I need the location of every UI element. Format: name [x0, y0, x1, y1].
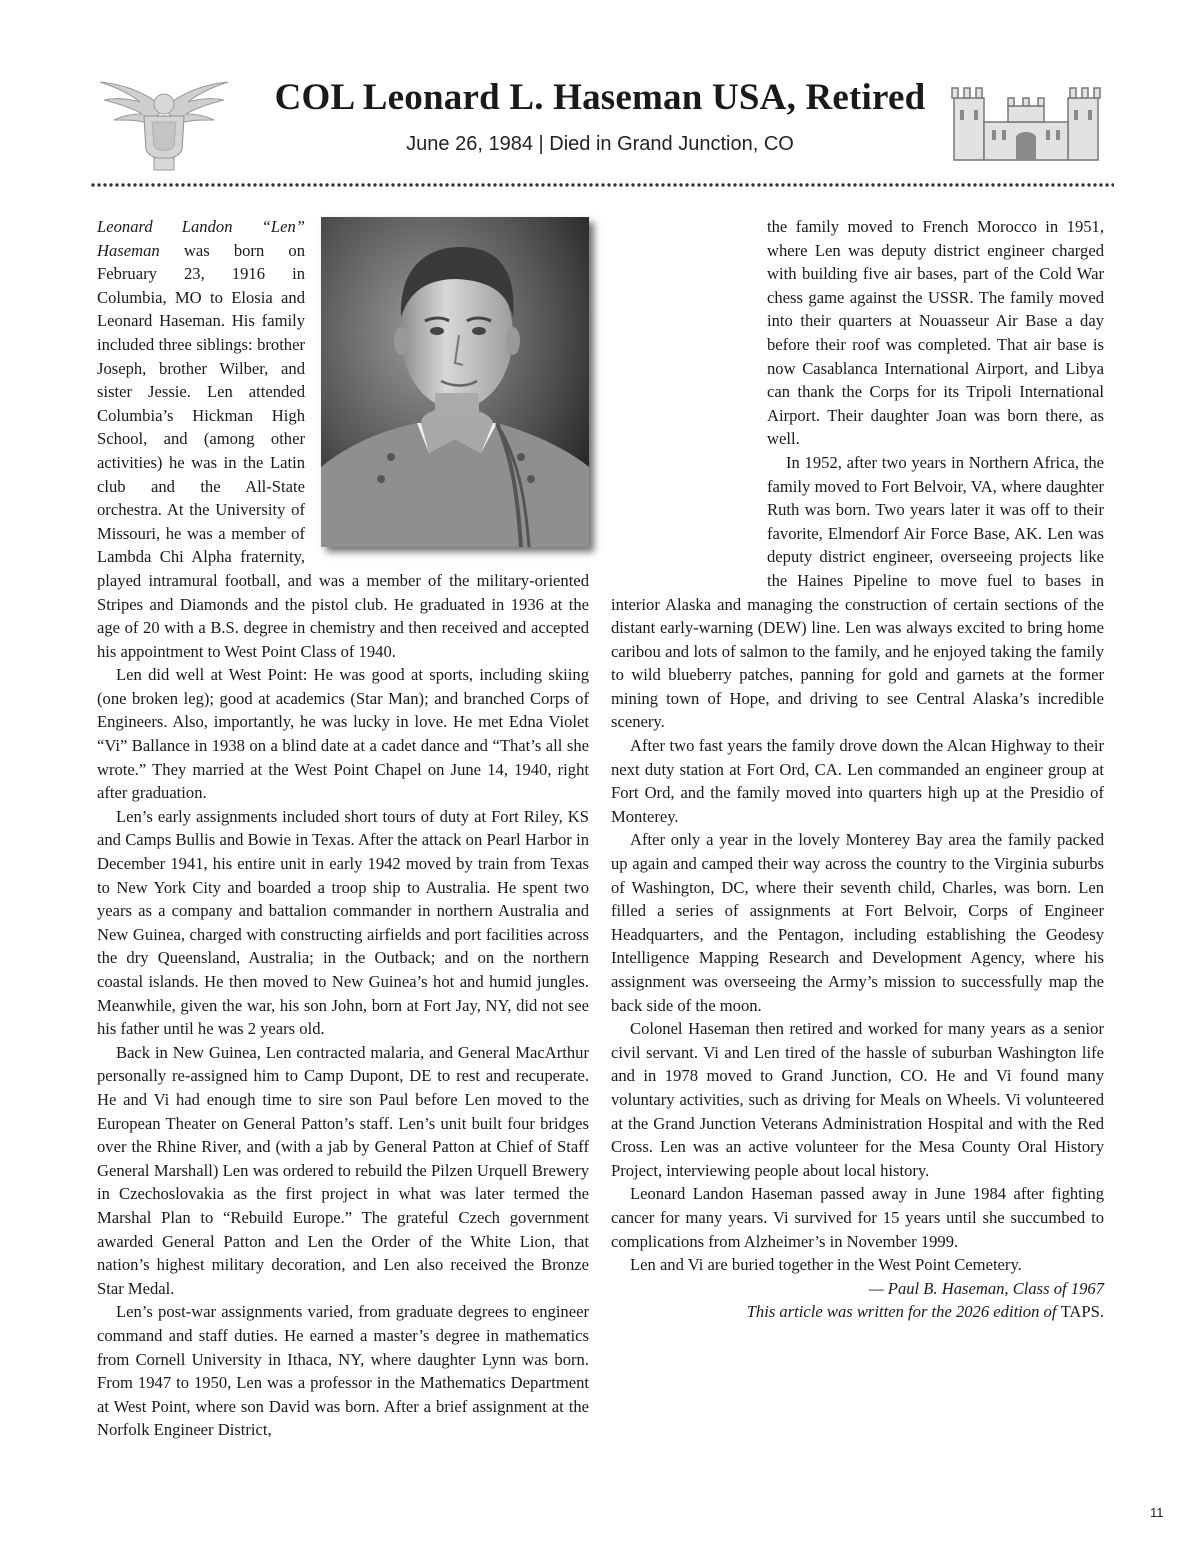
article-paragraph: Len’s early assignments included short tours of duty at Fort Riley, KS and Camps Bullis and Bowie in Texas. After the attack on Pearl Harbor in December 1941, his entire unit in early 1942 moved by train from Texas to New York City and boarded a troop ship to Australia. He spent two years as a company and battalion commander in northern Australia and New Guinea, charged with constructing airfields and port facilities across the dry Queensland, Australia; in the Outback; and on the northern coastal islands. He then moved to New Guinea’s hot and humid jungles. Meanwhile, given the war, his son John, born at Fort Jay, NY, did not see his father until he was 2 years old. [97, 806, 589, 1039]
article-paragraph: Back in New Guinea, Len contracted malaria, and General MacArthur personally re-assigned him to Camp Dupont, DE to rest and recuperate. He and Vi had enough time to sire son Paul before Len moved to the European Theater on General Patton’s staff. Len’s unit built four bridges over the Rhine River, and (with a jab by General Patton at Chief of Staff General Marshall) Len was ordered to rebuild the Pilzen Urquell Brewery in Czechoslovakia as the first project in what was later termed the Marshal Plan to “Rebuild Europe.” The grateful Czech government awarded General Patton and Len the Order of the White Lion, that nation’s highest military decoration, and Len also received the Bronze Star Medal. [97, 1042, 589, 1298]
article-column-right [611, 215, 1104, 1324]
article-credit [611, 1300, 1104, 1324]
photo-wrap-space [611, 215, 753, 567]
article-paragraph: was born on February 23, 1916 in Columbia, MO to Elosia and Leonard Haseman. His family included three siblings: brother Joseph, brother Wilber, and sister Jessie. Len attended Columbia’s Hickman High School, and (among other activities) he was in the Latin club and the All-State orchestra. At the University of Missouri, he was a member of Lambda Chi Alpha fraternity, played intramural football, and was a member of the military-oriented Stripes and Diamonds and the pistol club. He graduated in 1936 at the age of 20 with a B.S. degree in chemistry and then received and accepted his appointment to West Point Class of 1940. [97, 240, 589, 661]
article-paragraph: Len did well at West Point: He was good at sports, including skiing (one broken leg); good at academics (Star Man); and branched Corps of Engineers. Also, importantly, he was lucky in love. He met Edna Violet “Vi” Ballance in 1938 on a blind date at a cadet dance and “That’s all she wrote.” They married at the West Point Chapel on June 14, 1940, right after graduation. [97, 665, 589, 803]
west-point-crest-icon [96, 74, 232, 174]
author-signature: — Paul B. Haseman, Class of 1967 [868, 1278, 1104, 1298]
publication-name: TAPS. [1060, 1302, 1104, 1322]
credit-text: This article was written for the 2026 edition of [746, 1302, 1061, 1322]
article-paragraph: After two fast years the family drove down the Alcan Highway to their next duty station at Fort Ord, CA. Len commanded an engineer group at Fort Ord, and the family moved into quarters high up at the Presidio of Monterey. [611, 736, 1104, 826]
article-paragraph: In 1952, after two years in Northern Africa, the family moved to Fort Belvoir, VA, where daughter Ruth was born. Two years later it was off to their favorite, Elmendorf Air Force Base, AK. Len was deputy district engineer, overseeing projects like the Haines Pipeline to move fuel to bases in interior Alaska and managing the construction of certain sections of the distant early-warning (DEW) line. Len was always excited to bring home caribou and lots of salmon to the family, and he enjoyed taking the family to wild blueberry patches, panning for gold and garnets at the former mining town of Hope, and driving to see Central Alaska’s incredible scenery. [611, 452, 1104, 732]
dotted-divider [90, 182, 1114, 188]
subject-name: Leonard Landon “Len” Haseman [97, 217, 305, 260]
article-paragraph: Len’s post-war assignments varied, from graduate degrees to engineer command and staff duties. He earned a master’s degree in mathematics from Cornell University in Ithaca, NY, where daughter Lynn was born. From 1947 to 1950, Len was a professor in the Mathematics Department at West Point, where son David was born. After a brief assignment at the Norfolk Engineer District, [97, 1302, 589, 1440]
page-number: 11 [1150, 1505, 1164, 1520]
page-title: COL Leonard L. Haseman USA, Retired [274, 77, 926, 118]
article-paragraph: the family moved to French Morocco in 1951, where Len was deputy district engineer charged with building five air bases, part of the Cold War chess game against the USSR. The family moved into their quarters at Nouasseur Air Base a day before their roof was completed. That air base is now Casablanca International Airport, and Libya can thank the Corps for its Tripoli International Airport. Their daughter Joan was born there, as well. [767, 217, 1104, 449]
article-paragraph: Leonard Landon Haseman passed away in June 1984 after fighting cancer for many years. Vi survived for 15 years until she succumbed to complications from Alzheimer’s in November 1999. [611, 1184, 1104, 1251]
article-paragraph: Colonel Haseman then retired and worked for many years as a senior civil servant. Vi and Len tired of the hassle of suburban Washington life and in 1978 moved to Grand Junction, CO. He and Vi found many voluntary activities, such as driving for Meals on Wheels. Vi volunteered at the Grand Junction Veterans Administration Hospital and with the Red Cross. Len was an active volunteer for the Mesa County Oral History Project, interviewing people about local history. [611, 1019, 1104, 1180]
page-subtitle: June 26, 1984 | Died in Grand Junction, CO [406, 133, 794, 155]
article-paragraph: Len and Vi are buried together in the West Point Cemetery. [630, 1255, 1022, 1275]
article-column-left [97, 215, 589, 1442]
portrait-photo [321, 217, 589, 547]
article-paragraph: After only a year in the lovely Monterey Bay area the family packed up again and camped their way across the country to the Virginia suburbs of Washington, DC, where their seventh child, Charles, was born. Len filled a series of assignments at Fort Belvoir, Corps of Engineer Headquarters, and the Pentagon, including establishing the Geodesy Intelligence Mapping Research and Development Agency, where his assignment was overseeing the Army’s mission to successfully map the back side of the moon. [611, 830, 1104, 1015]
engineer-castle-icon [950, 80, 1102, 164]
